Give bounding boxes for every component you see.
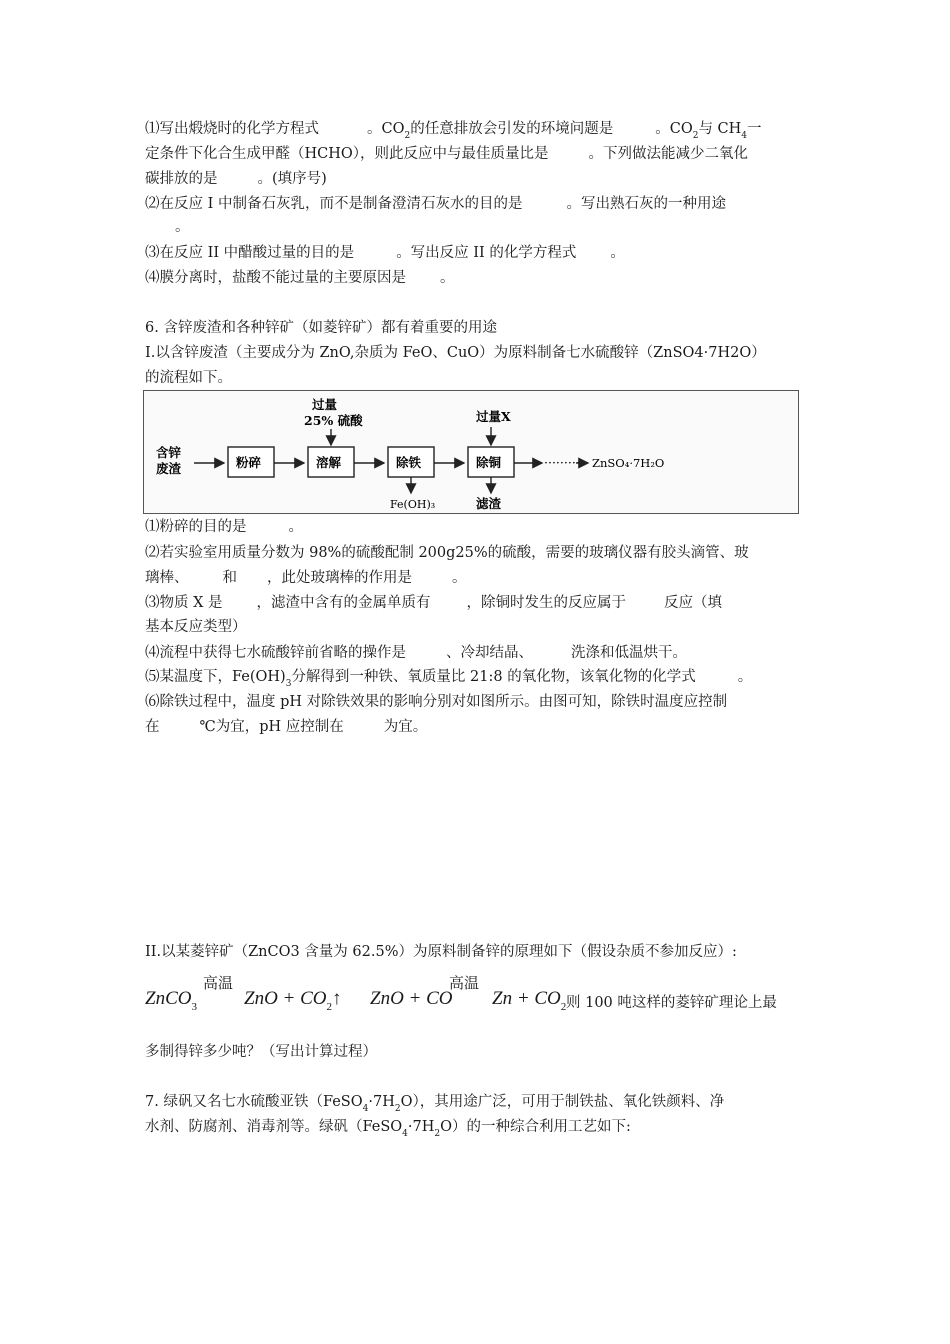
subscript: 4 — [402, 1129, 408, 1139]
subscript: 2 — [560, 1001, 567, 1013]
equation-1-condition: 高温 — [203, 974, 234, 992]
text: 的任意排放会引发的环境问题是 — [410, 121, 614, 137]
flow-svg — [144, 391, 798, 513]
subscript: 4 — [362, 1104, 369, 1114]
flow-input1-line2: 25% 硫酸 — [304, 413, 363, 428]
flow-dots: ········· — [544, 455, 580, 470]
subscript: 3 — [191, 1001, 197, 1013]
q6-sub-4 — [145, 644, 815, 662]
text: 反应（填 — [664, 595, 723, 611]
text: ⑶物质 X 是 — [145, 595, 223, 611]
q6-sub-2: ⑵若实验室用质量分数为 98%的硫酸配制 200g25%的硫酸，需要的玻璃仪器有胶头滴管、玻 — [145, 545, 749, 561]
text: 。下列做法能减少二氧化 — [588, 146, 749, 162]
flow-output4: 滤渣 — [476, 496, 502, 511]
q5-line-4 — [145, 195, 815, 213]
q6-part2-intro: II.以某菱锌矿（ZnCO3 含量为 62.5%）为原料制备锌的原理如下（假设杂质不参加反应）: — [145, 944, 737, 960]
text: ⑸某温度下，Fe(OH) — [145, 669, 286, 685]
formula: ZnO + CO — [244, 988, 327, 1009]
subscript: 3 — [285, 679, 292, 689]
text: 为宜。 — [383, 719, 428, 735]
q6-sub-6b — [145, 718, 815, 736]
flow-box-dissolve-label: 溶解 — [316, 455, 342, 470]
equation-1-right — [244, 988, 342, 1013]
text: ⑴写出煅烧时的化学方程式 — [145, 121, 319, 137]
equation-2-condition: 高温 — [449, 974, 480, 992]
text: 。 — [440, 270, 455, 286]
subscript: 2 — [326, 1001, 333, 1013]
text: ，除铜时发生的反应属于 — [466, 595, 627, 611]
subscript: 2 — [434, 1129, 441, 1139]
text: 。 — [452, 570, 467, 586]
flow-box-iron-label: 除铁 — [396, 455, 422, 470]
subscript: 2 — [404, 131, 411, 141]
text: 。写出熟石灰的一种用途 — [566, 196, 726, 212]
formula: ZnCO — [145, 988, 192, 1009]
text: 在 — [145, 719, 160, 735]
flow-start-line1: 含锌 — [156, 445, 182, 460]
q6-part2-end: 多制得锌多少吨？（写出计算过程） — [145, 1044, 377, 1060]
text: ，此处玻璃棒的作用是 — [267, 570, 412, 586]
q5-line-1 — [145, 120, 815, 140]
text: ℃为宜，pH 应控制在 — [199, 719, 344, 735]
text: ·7H — [407, 1119, 435, 1135]
q5-line-7 — [145, 269, 815, 287]
equation-2-right — [492, 988, 567, 1013]
q6-sub-5 — [145, 668, 815, 688]
q6-sub-3b: 基本反应类型） — [145, 619, 247, 635]
text: 洗涤和低温烘干。 — [571, 645, 687, 661]
q5-line-6 — [145, 244, 815, 262]
gas-arrow: ↑ — [332, 988, 342, 1009]
text: 、冷却结晶、 — [446, 645, 533, 661]
text: 。(填序号) — [257, 171, 327, 187]
text: 和 — [222, 570, 237, 586]
equation-1-left — [145, 988, 197, 1013]
q6-sub-1 — [145, 518, 815, 536]
subscript: 2 — [692, 131, 699, 141]
text: ⑷膜分离时，盐酸不能过量的主要原因是 — [145, 270, 406, 286]
text: 。写出反应 II 的化学方程式 — [396, 245, 577, 261]
flow-product: ZnSO₄·7H₂O — [592, 456, 665, 470]
text: 。 — [288, 519, 303, 535]
q5-line-2 — [145, 145, 815, 163]
q5-line-3 — [145, 170, 815, 188]
text: 分解得到一种铁、氧质量比 21:8 的氧化物，该氧化物的化学式 — [291, 669, 696, 685]
flow-box-grind-label: 粉碎 — [236, 455, 262, 470]
q6-sub-3 — [145, 594, 815, 612]
q7-line-2 — [145, 1118, 815, 1138]
text: 。 — [737, 669, 753, 685]
flow-box-copper-label: 除铜 — [476, 455, 502, 470]
equation-tail-text: 则 100 吨这样的菱锌矿理论上最 — [566, 995, 777, 1011]
q7-line-1 — [145, 1093, 815, 1113]
subscript: 2 — [394, 1104, 401, 1114]
q6-title: 6. 含锌废渣和各种锌矿（如菱锌矿）都有着重要的用途 — [145, 320, 497, 336]
flow-input1-line1: 过量 — [312, 397, 338, 412]
q6-intro-1: I.以含锌废渣（主要成分为 ZnO,杂质为 FeO、CuO）为原料制备七水硫酸锌（ZnSO4·7H2O） — [145, 345, 766, 361]
equation-2-left: ZnO + CO — [370, 988, 453, 1009]
q6-intro-2: 的流程如下。 — [145, 370, 232, 386]
text: O），其用途广泛，可用于制铁盐、氧化铁颜料、净 — [400, 1094, 725, 1110]
text: 。CO — [655, 121, 693, 137]
text: 水剂、防腐剂、消毒剂等。绿矾（FeSO — [145, 1119, 403, 1135]
text: 。CO — [367, 121, 405, 137]
flow-output3: Fe(OH)₃ — [390, 498, 436, 511]
text: 7. 绿矾又名七水硫酸亚铁（FeSO — [145, 1094, 363, 1110]
text: 。 — [175, 219, 190, 235]
text: 定条件下化合生成甲醛（HCHO），则此反应中与最佳质量比是 — [145, 146, 549, 162]
text: O）的一种综合利用工艺如下: — [440, 1119, 631, 1135]
text: ⑵在反应 I 中制备石灰乳，而不是制备澄清石灰水的目的是 — [145, 196, 523, 212]
formula: Zn + CO — [492, 988, 561, 1009]
flow-input2: 过量X — [476, 409, 511, 424]
subscript: 4 — [741, 131, 748, 141]
text: ⑴粉碎的目的是 — [145, 519, 247, 535]
text: ⑷流程中获得七水硫酸锌前省略的操作是 — [145, 645, 406, 661]
text: 璃棒、 — [145, 570, 189, 586]
text: ，滤渣中含有的金属单质有 — [256, 595, 431, 611]
flow-start-line2: 废渣 — [156, 461, 182, 476]
text: 。 — [610, 245, 625, 261]
text: ·7H — [368, 1094, 395, 1110]
q6-sub-6: ⑹除铁过程中，温度 pH 对除铁效果的影响分别对如图所示。由图可知，除铁时温度应控制 — [145, 694, 728, 710]
text: 与 CH — [698, 121, 742, 137]
q5-line-5 — [145, 218, 815, 236]
q6-sub-2b — [145, 569, 815, 587]
text: 碳排放的是 — [145, 171, 218, 187]
text: 一 — [747, 121, 762, 137]
text: ⑶在反应 II 中醋酸过量的目的是 — [145, 245, 355, 261]
process-flow-diagram — [143, 390, 799, 514]
